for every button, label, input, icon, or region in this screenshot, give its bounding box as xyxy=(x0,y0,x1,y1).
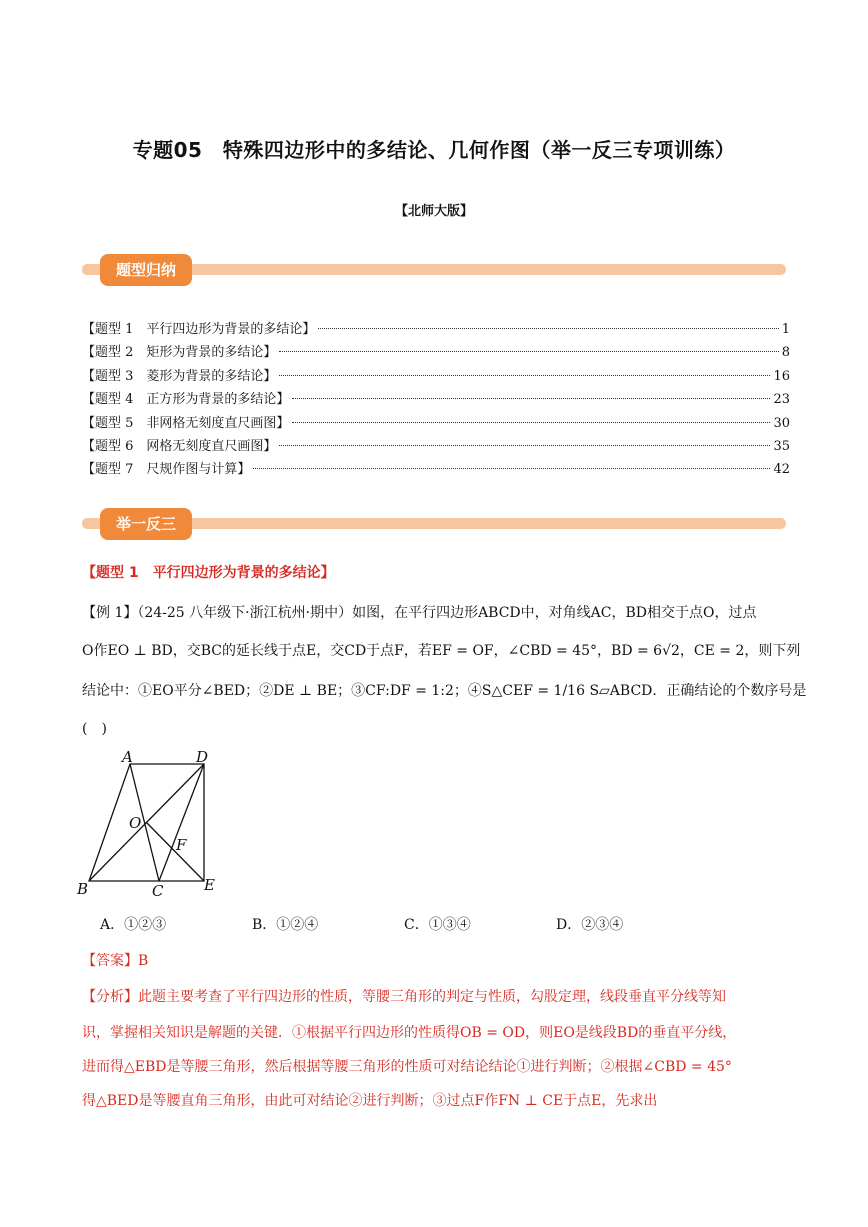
toc-label: 【题型 4 正方形为背景的多结论】 xyxy=(82,392,290,408)
toc-leader xyxy=(253,468,770,469)
option-b[interactable]: B．①②④ xyxy=(252,917,319,933)
toc-label: 【题型 2 矩形为背景的多结论】 xyxy=(82,345,277,361)
analysis-line-4: 得△BED是等腰直角三角形，由此可对结论②进行判断；③过点F作FN ⊥ CE于点E，先求出 xyxy=(82,1093,658,1109)
type-heading: 【题型 1 平行四边形为背景的多结论】 xyxy=(82,565,335,581)
toc-row[interactable] xyxy=(82,318,790,341)
example-line-1: 【例 1】（24-25 八年级下·浙江杭州·期中）如图，在平行四边形ABCD中，对角线AC，BD相交于点O，过点 xyxy=(82,605,757,621)
toc-row[interactable] xyxy=(82,365,790,388)
toc-row[interactable] xyxy=(82,412,790,435)
label-C: C xyxy=(152,882,164,899)
label-F: F xyxy=(176,836,187,854)
analysis-line-3: 进而得△EBD是等腰三角形，然后根据等腰三角形的性质可对结论结论①进行判断；②根据∠CBD = 45° xyxy=(82,1059,732,1075)
toc-label: 【题型 6 网格无刻度直尺画图】 xyxy=(82,438,277,454)
example-line-4: ( ) xyxy=(82,721,107,737)
table-of-contents xyxy=(82,318,790,482)
section-heading-practice: 举一反三 xyxy=(100,508,192,540)
toc-label: 【题型 3 菱形为背景的多结论】 xyxy=(82,368,277,384)
toc-leader xyxy=(292,422,770,423)
option-c[interactable]: C．①③④ xyxy=(404,917,471,933)
toc-row[interactable] xyxy=(82,458,790,481)
answer-options xyxy=(100,914,790,934)
toc-label: 【题型 5 非网格无刻度直尺画图】 xyxy=(82,415,290,431)
page-title: 专题05 特殊四边形中的多结论、几何作图（举一反三专项训练） xyxy=(132,138,736,162)
edition-label: 【北师大版】 xyxy=(394,204,473,219)
section-heading-summary: 题型归纳 xyxy=(100,254,192,286)
label-O: O xyxy=(129,814,142,832)
option-a[interactable]: A．①②③ xyxy=(100,917,167,933)
label-D: D xyxy=(196,748,209,766)
toc-label: 【题型 1 平行四边形为背景的多结论】 xyxy=(82,322,316,337)
option-d[interactable]: D．②③④ xyxy=(556,917,624,933)
toc-row[interactable] xyxy=(82,435,790,458)
toc-row[interactable] xyxy=(82,341,790,364)
toc-label: 【题型 7 尺规作图与计算】 xyxy=(82,462,251,478)
analysis-line-2: 识，掌握相关知识是解题的关键．①根据平行四边形的性质得OB = OD，则EO是线段BD的垂直平分线， xyxy=(82,1025,737,1041)
toc-leader xyxy=(279,351,778,352)
example-line-3: 结论中：①EO平分∠BED；②DE ⊥ BE；③CF:DF = 1:2；④S△CEF = 1/16 S▱ABCD．正确结论的个数序号是 xyxy=(82,683,807,699)
parallelogram-figure xyxy=(74,744,224,899)
toc-leader xyxy=(279,445,770,446)
label-B: B xyxy=(77,880,89,898)
toc-row[interactable] xyxy=(82,388,790,411)
toc-page: 16 xyxy=(773,368,790,384)
example-line-2: O作EO ⊥ BD，交BC的延长线于点E，交CD于点F，若EF = OF，∠CBD = 45°，BD = 6√2，CE = 2，则下列 xyxy=(82,643,801,659)
toc-page: 30 xyxy=(773,415,790,431)
toc-page: 23 xyxy=(773,392,790,408)
label-E: E xyxy=(204,876,215,894)
toc-page: 8 xyxy=(781,345,790,361)
label-A: A xyxy=(122,748,133,766)
toc-leader xyxy=(292,398,770,399)
toc-page: 35 xyxy=(773,438,790,454)
analysis-line-1: 【分析】此题主要考查了平行四边形的性质，等腰三角形的判定与性质，勾股定理，线段垂直平分线等知 xyxy=(82,989,726,1005)
toc-page: 1 xyxy=(781,322,790,337)
toc-leader xyxy=(279,375,770,376)
toc-leader xyxy=(318,328,778,329)
answer-text: 【答案】B xyxy=(82,953,149,969)
toc-page: 42 xyxy=(773,462,790,478)
